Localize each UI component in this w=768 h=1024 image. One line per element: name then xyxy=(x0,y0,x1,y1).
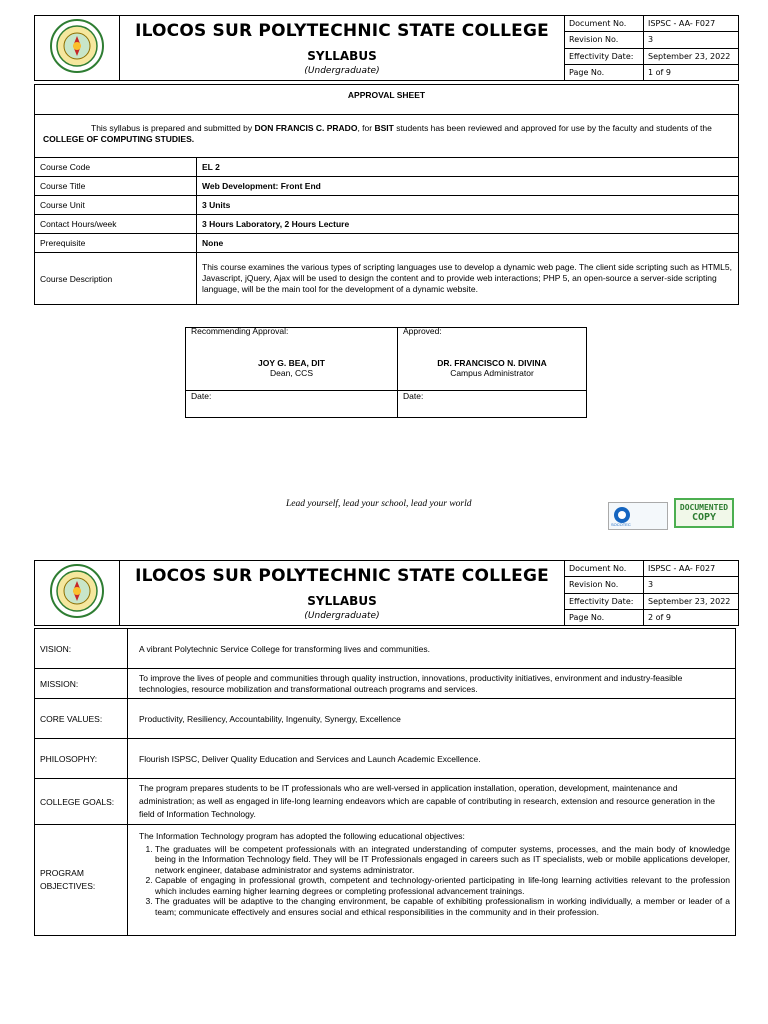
college-seal xyxy=(35,16,120,81)
rec-label: Recommending Approval: xyxy=(191,326,289,336)
approval-sheet-title: APPROVAL SHEET xyxy=(34,84,739,115)
row-text: The program prepares students to be IT professionals who are well-versed in application installation, operation, development, maintenance and administration; as well as engaged in life-long learning endeavors which are capable of contributing in research, extension and resource generation in the field of Information Technology. xyxy=(128,779,736,825)
app-name: DR. FRANCISCO N. DIVINA xyxy=(437,358,547,368)
row-text: A vibrant Polytechnic Service College for transforming lives and communities. xyxy=(128,629,736,669)
institutional-info-table xyxy=(34,628,736,936)
doc-level: (Undergraduate) xyxy=(304,610,380,621)
revision-no: 3 xyxy=(644,32,739,48)
page1-header xyxy=(34,15,739,81)
course-description: This course examines the various types of scripting languages use to develop a dynamic web page. The client side scripting such as HTML5, Javascript, jQuery, Ajax will be used to design the content and to provide web interactions; PHP 5, an open-source a server-side scripting language, will be the main tool for the development of a dynamic website. xyxy=(197,253,739,305)
app-date: Date: xyxy=(398,391,587,418)
table-row xyxy=(35,669,736,699)
table-row xyxy=(35,215,739,234)
school-name: ILOCOS SUR POLYTECHNIC STATE COLLEGE xyxy=(135,565,549,586)
row-text: To improve the lives of people and communities through quality instruction, innovations, productivity initiatives, environment and industry-feasible technologies, resource mobilization and transformational outreach programs and services. xyxy=(128,669,736,699)
meta-label: Page No. xyxy=(565,609,644,625)
meta-label: Revision No. xyxy=(565,32,644,48)
course-info-table xyxy=(34,157,739,305)
school-name: ILOCOS SUR POLYTECHNIC STATE COLLEGE xyxy=(135,20,549,41)
header-title-block xyxy=(120,561,565,626)
table-row xyxy=(35,196,739,215)
course-value: 3 Units xyxy=(197,196,739,215)
course-value: EL 2 xyxy=(197,158,739,177)
certification-logo xyxy=(608,502,668,530)
meta-label: Document No. xyxy=(565,16,644,32)
app-label: Approved: xyxy=(403,326,442,336)
list-item: 2. Capable of engaging in professional growth, competent and technology-oriented participating in life-long learning activities relevant to the profession which includes earning higher learning degrees or completing professional advancement trainings. xyxy=(155,875,730,896)
course-value: Web Development: Front End xyxy=(197,177,739,196)
row-label: COLLEGE GOALS: xyxy=(35,779,128,825)
list-item: 1. The graduates will be competent professionals with an integrated understanding of computer systems, processes, and the main body of knowledge being in the Information Technology field. They will be IT Professionals engaged in careers such as IT specialists, web or mobile applications developer, network engineer, database administrator and systems administrator. xyxy=(155,844,730,876)
course-label: Course Title xyxy=(35,177,197,196)
signature-table xyxy=(185,327,587,418)
row-label: VISION: xyxy=(35,629,128,669)
row-text: Flourish ISPSC, Deliver Quality Education and Services and Launch Academic Excellence. xyxy=(128,739,736,779)
course-description-label: Course Description xyxy=(35,253,197,305)
header-title-block xyxy=(120,16,565,81)
row-text: Productivity, Resiliency, Accountability, Ingenuity, Synergy, Excellence xyxy=(128,699,736,739)
objectives-intro: The Information Technology program has adopted the following educational objectives: xyxy=(139,831,465,841)
recommending-approval-cell xyxy=(186,328,398,391)
approval-statement xyxy=(34,114,739,158)
statement-pre: This syllabus is prepared and submitted by xyxy=(91,123,255,133)
college-name: COLLEGE OF COMPUTING STUDIES. xyxy=(43,134,195,144)
program-name: BSIT xyxy=(374,123,394,133)
table-row xyxy=(35,825,736,936)
table-row xyxy=(35,739,736,779)
author-name: DON FRANCIS C. PRADO xyxy=(254,123,358,133)
list-item: 3. The graduates will be adaptive to the changing environment, be capable of exhibiting professionalism in working individually, a member or leader of a team; communicate effectively and ensures social and ethical responsibilities in the community and in their profession. xyxy=(155,896,730,917)
meta-label: Revision No. xyxy=(565,577,644,593)
doc-type: SYLLABUS xyxy=(307,48,377,63)
course-value: None xyxy=(197,234,739,253)
effectivity-date: September 23, 2022 xyxy=(644,593,739,609)
meta-label: Document No. xyxy=(565,561,644,577)
table-row xyxy=(35,629,736,669)
app-title: Campus Administrator xyxy=(450,368,534,378)
revision-no: 3 xyxy=(644,577,739,593)
course-label: Contact Hours/week xyxy=(35,215,197,234)
doc-type: SYLLABUS xyxy=(307,593,377,608)
statement-post: students has been reviewed and approved for use by the faculty and students of the xyxy=(393,123,712,133)
table-row xyxy=(35,253,739,305)
table-row xyxy=(35,177,739,196)
stamp-line1: DOCUMENTED xyxy=(679,503,729,512)
meta-label: Page No. xyxy=(565,64,644,80)
page-no: 1 of 9 xyxy=(644,64,739,80)
objectives-list xyxy=(139,844,730,918)
table-row xyxy=(35,234,739,253)
table-row xyxy=(35,158,739,177)
program-objectives xyxy=(128,825,736,936)
college-seal-icon xyxy=(49,18,105,74)
cert-label: SOCOTEC xyxy=(611,522,631,527)
course-label: Course Unit xyxy=(35,196,197,215)
documented-copy-stamp xyxy=(674,498,734,528)
effectivity-date: September 23, 2022 xyxy=(644,48,739,64)
meta-label: Effectivity Date: xyxy=(565,48,644,64)
rec-title: Dean, CCS xyxy=(270,368,313,378)
course-label: Course Code xyxy=(35,158,197,177)
table-row xyxy=(35,699,736,739)
rec-name: JOY G. BEA, DIT xyxy=(258,358,325,368)
college-seal-icon xyxy=(49,563,105,619)
page-no: 2 of 9 xyxy=(644,609,739,625)
doc-level: (Undergraduate) xyxy=(304,65,380,76)
table-row xyxy=(35,779,736,825)
motto: Lead yourself, lead your school, lead your world xyxy=(286,499,472,509)
rec-date: Date: xyxy=(186,391,398,418)
approved-cell xyxy=(398,328,587,391)
doc-no: ISPSC - AA- F027 xyxy=(644,561,739,577)
stamp-line2: COPY xyxy=(691,512,717,523)
row-label: MISSION: xyxy=(35,669,128,699)
meta-label: Effectivity Date: xyxy=(565,593,644,609)
course-label: Prerequisite xyxy=(35,234,197,253)
statement-mid: , for xyxy=(357,123,375,133)
row-label: PHILOSOPHY: xyxy=(35,739,128,779)
college-seal xyxy=(35,561,120,626)
course-value: 3 Hours Laboratory, 2 Hours Lecture xyxy=(197,215,739,234)
doc-no: ISPSC - AA- F027 xyxy=(644,16,739,32)
row-label: PROGRAM OBJECTIVES: xyxy=(35,825,128,936)
page2-header xyxy=(34,560,739,626)
row-label: CORE VALUES: xyxy=(35,699,128,739)
